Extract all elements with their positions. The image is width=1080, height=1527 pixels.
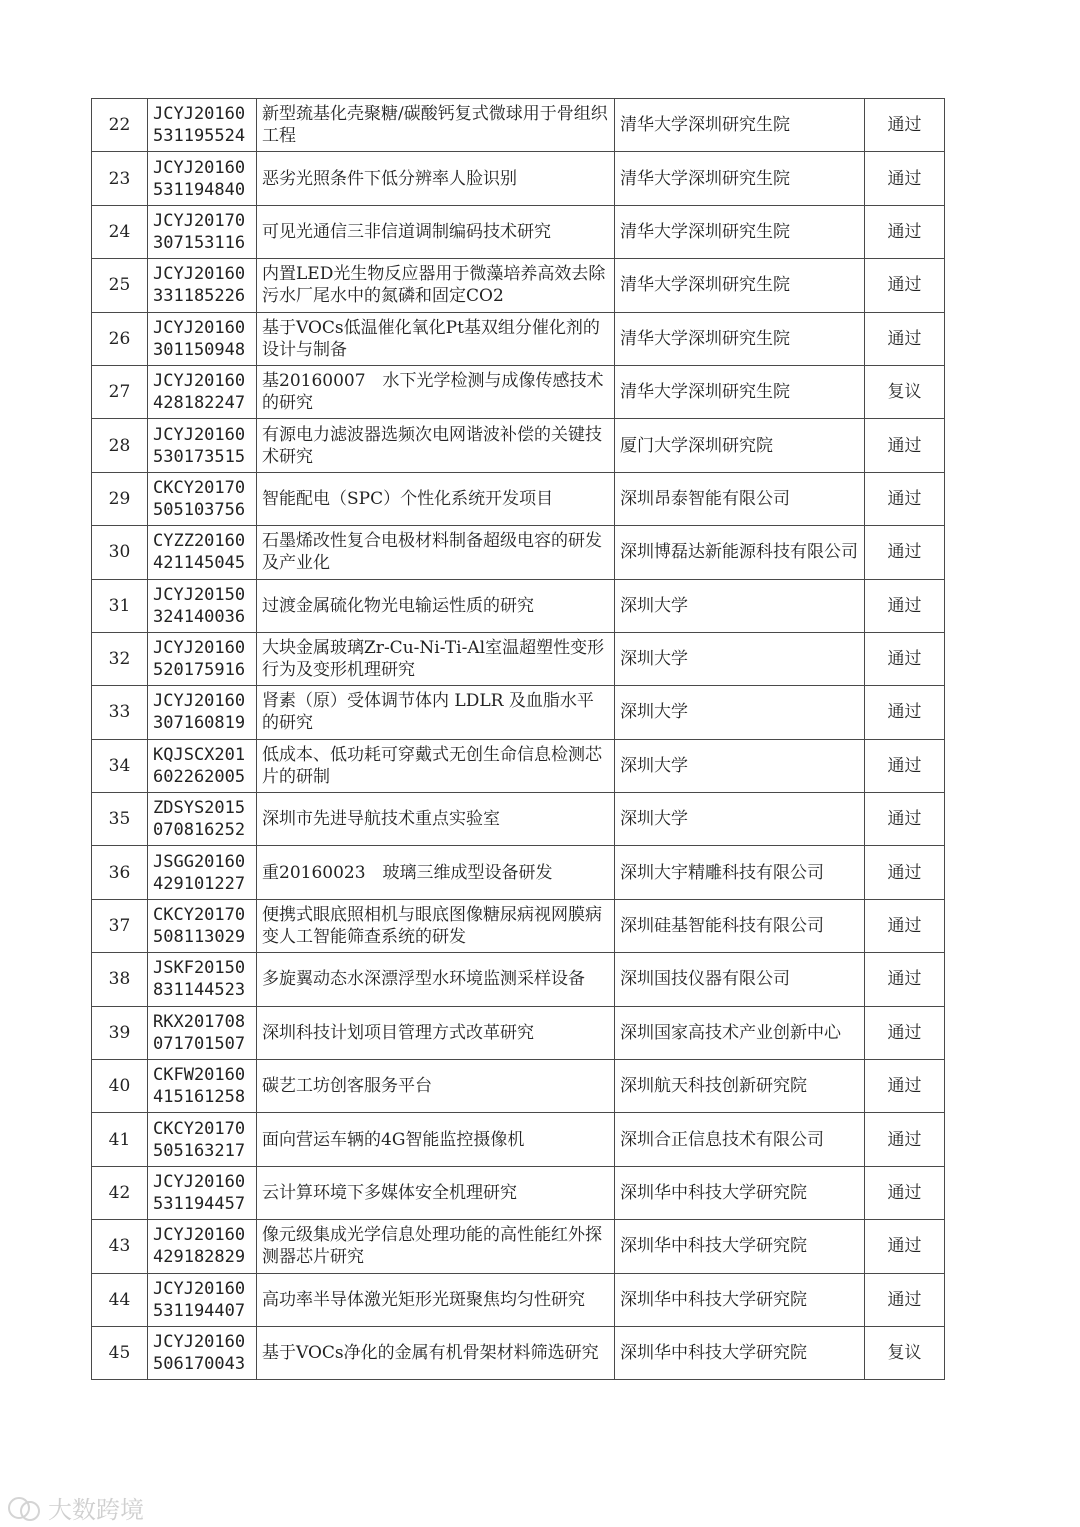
row-index-text: 22 [108,115,131,136]
row-index [92,579,148,632]
table-row [92,1113,945,1166]
organization [615,312,865,365]
row-index [92,365,148,418]
organization-text: 厦门大学深圳研究院 [620,435,773,456]
organization [615,1060,865,1113]
row-index [92,953,148,1006]
table-row [92,1273,945,1326]
organization [615,205,865,258]
row-index-text: 32 [108,649,131,670]
row-index [92,312,148,365]
table-row [92,953,945,1006]
review-result [865,739,945,792]
organization-text: 清华大学深圳研究生院 [620,115,790,136]
project-code-text: JCYJ20160520175916 [153,638,246,681]
organization-text: 清华大学深圳研究生院 [620,168,790,189]
project-code-text: CKCY20170508113029 [153,905,246,948]
project-code-text: JSKF20150831144523 [153,958,246,1001]
row-index-text: 41 [108,1129,131,1150]
review-result-text: 通过 [887,862,922,883]
project-code-text: JCYJ20160531195524 [153,104,246,147]
row-index-text: 23 [108,168,131,189]
project-code [148,1326,257,1379]
project-title [257,365,615,418]
organization-text: 深圳航天科技创新研究院 [620,1076,807,1097]
review-result-text: 通过 [887,542,922,563]
row-index-text: 26 [108,328,131,349]
project-title-text: 低成本、低功耗可穿戴式无创生命信息检测芯片的研制 [262,744,602,787]
review-result-text: 通过 [887,488,922,509]
review-result [865,526,945,579]
row-index [92,793,148,846]
row-index-text: 25 [108,275,131,296]
chain-link-icon [8,1495,42,1521]
review-result-text: 通过 [887,595,922,616]
organization [615,579,865,632]
review-result [865,632,945,685]
organization [615,419,865,472]
project-title-text: 基于VOCs低温催化氧化Pt基双组分催化剂的设计与制备 [262,317,600,360]
project-title [257,419,615,472]
project-title [257,846,615,899]
review-result [865,205,945,258]
row-index-text: 28 [108,435,131,456]
row-index [92,1006,148,1059]
review-result-text: 通过 [887,809,922,830]
project-code-text: JCYJ20150324140036 [153,584,246,627]
organization [615,632,865,685]
project-title-text: 便携式眼底照相机与眼底图像糖尿病视网膜病变人工智能筛查系统的研发 [262,905,602,948]
row-index-text: 44 [108,1289,131,1310]
row-index [92,419,148,472]
row-index-text: 38 [108,969,131,990]
organization-text: 清华大学深圳研究生院 [620,328,790,349]
review-result [865,793,945,846]
project-code [148,739,257,792]
row-index-text: 29 [108,488,131,509]
row-index-text: 43 [108,1236,131,1257]
project-code [148,1273,257,1326]
review-result [865,472,945,525]
row-index-text: 40 [108,1076,131,1097]
table-row [92,205,945,258]
project-title-text: 高功率半导体激光矩形光斑聚焦均匀性研究 [262,1289,585,1310]
organization [615,472,865,525]
organization-text: 深圳大学 [620,595,688,616]
organization [615,846,865,899]
project-title-text: 过渡金属硫化物光电输运性质的研究 [262,595,534,616]
project-code-text: CKCY20170505103756 [153,477,246,520]
review-result [865,1166,945,1219]
project-code [148,472,257,525]
project-title-text: 基20160007 水下光学检测与成像传感技术的研究 [262,371,604,414]
row-index-text: 42 [108,1183,131,1203]
row-index [92,99,148,152]
review-result-text: 通过 [887,1183,922,1203]
project-title [257,1273,615,1326]
project-code-text: ZDSYS2015070816252 [153,798,246,841]
project-code [148,205,257,258]
project-code-text: JCYJ20160301150948 [153,317,246,360]
project-code-text: KQJSCX201602262005 [153,744,246,787]
table-row [92,312,945,365]
organization-text: 深圳国家高技术产业创新中心 [620,1022,841,1043]
organization-text: 深圳合正信息技术有限公司 [620,1129,824,1150]
project-title-text: 面向营运车辆的4G智能监控摄像机 [262,1129,525,1150]
row-index [92,526,148,579]
project-code [148,793,257,846]
table-row [92,1326,945,1379]
row-index-text: 30 [108,542,131,563]
project-code-text: JCYJ20160531194457 [153,1172,246,1214]
organization-text: 深圳大学 [620,809,688,830]
project-title [257,312,615,365]
table-body [92,99,945,1380]
project-title [257,793,615,846]
table-row [92,152,945,205]
project-code [148,152,257,205]
review-result-text: 通过 [887,1129,922,1150]
project-code-text: JCYJ20160531194407 [153,1278,246,1321]
project-list-table [91,98,945,1380]
organization-text: 深圳大宇精雕科技有限公司 [620,862,824,883]
review-result [865,365,945,418]
table-row [92,793,945,846]
review-result-text: 通过 [887,916,922,937]
row-index [92,205,148,258]
organization [615,1006,865,1059]
table-row [92,686,945,739]
organization [615,526,865,579]
organization-text: 清华大学深圳研究生院 [620,275,790,296]
project-title [257,205,615,258]
review-result [865,899,945,952]
project-title [257,259,615,312]
organization-text: 深圳大学 [620,702,688,723]
review-result-text: 通过 [887,702,922,723]
project-code-text: JCYJ20170307153116 [153,210,246,253]
project-title [257,899,615,952]
project-code-text: JCYJ20160307160819 [153,691,246,734]
review-result [865,312,945,365]
row-index-text: 31 [108,595,131,616]
organization-text: 深圳大学 [620,649,688,670]
row-index [92,472,148,525]
project-title [257,739,615,792]
review-result [865,579,945,632]
table-row [92,579,945,632]
review-result [865,419,945,472]
row-index-text: 24 [108,221,131,242]
project-title-text: 石墨烯改性复合电极材料制备超级电容的研发及产业化 [262,531,602,574]
organization-text: 深圳昂泰智能有限公司 [620,488,790,509]
organization-text: 深圳大学 [620,755,688,776]
project-code [148,632,257,685]
organization-text: 清华大学深圳研究生院 [620,382,790,403]
project-title [257,686,615,739]
organization [615,1273,865,1326]
review-result [865,1326,945,1379]
project-title-text: 有源电力滤波器选频次电网谐波补偿的关键技术研究 [262,424,602,467]
project-code [148,259,257,312]
row-index-text: 37 [108,916,131,937]
organization-text: 深圳华中科技大学研究院 [620,1236,807,1257]
review-result-text: 通过 [887,649,922,670]
project-title-text: 恶劣光照条件下低分辨率人脸识别 [262,168,517,189]
organization-text: 深圳华中科技大学研究院 [620,1343,807,1364]
review-result-text: 通过 [887,755,922,776]
review-result [865,1113,945,1166]
project-code-text: RKX201708071701507 [153,1011,246,1054]
row-index [92,899,148,952]
review-result-text: 复议 [887,1343,922,1364]
project-title-text: 重20160023 玻璃三维成型设备研发 [262,862,553,883]
watermark-text: 大数跨境 [48,1496,144,1524]
review-result-text: 通过 [887,328,922,349]
table-row [92,632,945,685]
table-row [92,739,945,792]
review-result-text: 通过 [887,435,922,456]
project-code [148,846,257,899]
row-index-text: 34 [108,755,131,776]
project-title [257,99,615,152]
project-title-text: 云计算环境下多媒体安全机理研究 [262,1183,517,1203]
organization-text: 深圳国技仪器有限公司 [620,969,790,990]
organization [615,152,865,205]
review-result [865,1273,945,1326]
project-code-text: JCYJ20160530173515 [153,424,246,467]
organization-text: 清华大学深圳研究生院 [620,221,790,242]
project-title [257,1166,615,1219]
organization [615,739,865,792]
project-code [148,99,257,152]
table-row [92,1220,945,1273]
row-index-text: 35 [108,809,131,830]
organization-text: 深圳华中科技大学研究院 [620,1289,807,1310]
project-code-text: JCYJ20160428182247 [153,371,246,414]
table-row [92,259,945,312]
review-result [865,1220,945,1273]
row-index [92,686,148,739]
project-code [148,1220,257,1273]
project-title-text: 智能配电（SPC）个性化系统开发项目 [262,488,554,509]
organization [615,899,865,952]
table-row [92,1006,945,1059]
review-result-text: 通过 [887,168,922,189]
organization [615,793,865,846]
project-title-text: 深圳科技计划项目管理方式改革研究 [262,1022,534,1043]
project-title-text: 多旋翼动态水深漂浮型水环境监测采样设备 [262,969,585,990]
review-result-text: 复议 [887,382,922,403]
table-row [92,99,945,152]
project-code-text: JCYJ20160531194840 [153,157,246,200]
project-code [148,312,257,365]
table-row [92,846,945,899]
review-result-text: 通过 [887,1236,922,1257]
row-index [92,259,148,312]
organization-text: 深圳硅基智能科技有限公司 [620,916,824,937]
organization-text: 深圳华中科技大学研究院 [620,1183,807,1203]
organization [615,1113,865,1166]
project-title [257,632,615,685]
row-index-text: 45 [108,1343,131,1364]
review-result-text: 通过 [887,1289,922,1310]
organization [615,259,865,312]
project-code [148,686,257,739]
project-title [257,579,615,632]
project-title-text: 深圳市先进导航技术重点实验室 [262,809,500,830]
organization [615,365,865,418]
project-title-text: 大块金属玻璃Zr-Cu-Ni-Ti-Al室温超塑性变形行为及变形机理研究 [262,638,605,681]
row-index [92,1273,148,1326]
review-result-text: 通过 [887,1022,922,1043]
project-title [257,1060,615,1113]
project-title [257,1113,615,1166]
row-index [92,1113,148,1166]
project-title [257,1006,615,1059]
row-index [92,846,148,899]
table-row [92,526,945,579]
review-result-text: 通过 [887,221,922,242]
organization [615,953,865,1006]
project-code-text: CKCY20170505163217 [153,1118,246,1161]
watermark [8,1490,144,1525]
review-result [865,953,945,1006]
table-row [92,1060,945,1113]
project-title [257,472,615,525]
review-result [865,99,945,152]
review-result [865,686,945,739]
organization [615,99,865,152]
project-code [148,899,257,952]
row-index-text: 27 [108,382,131,403]
review-result [865,1060,945,1113]
project-code [148,365,257,418]
organization [615,1220,865,1273]
project-code [148,1006,257,1059]
organization [615,686,865,739]
row-index [92,1060,148,1113]
review-result-text: 通过 [887,115,922,136]
project-title-text: 肾素（原）受体调节体内 LDLR 及血脂水平的研究 [262,691,594,734]
project-title-text: 像元级集成光学信息处理功能的高性能红外探测器芯片研究 [262,1225,602,1268]
table-row [92,472,945,525]
project-title [257,526,615,579]
organization [615,1326,865,1379]
project-title-text: 碳艺工坊创客服务平台 [262,1076,432,1097]
table-row [92,899,945,952]
row-index-text: 39 [108,1022,131,1043]
organization-text: 深圳博磊达新能源科技有限公司 [620,542,858,563]
project-code [148,419,257,472]
table-row [92,1166,945,1219]
row-index-text: 36 [108,862,131,883]
project-code-text: JCYJ20160429182829 [153,1225,246,1268]
project-title-text: 内置LED光生物反应器用于微藻培养高效去除污水厂尾水中的氮磷和固定CO2 [262,264,606,307]
row-index [92,1220,148,1273]
row-index [92,1166,148,1219]
row-index [92,739,148,792]
project-code-text: CKFW20160415161258 [153,1065,246,1108]
review-result [865,1006,945,1059]
row-index [92,1326,148,1379]
project-title [257,1220,615,1273]
review-result [865,152,945,205]
project-title [257,953,615,1006]
row-index-text: 33 [108,702,131,723]
row-index [92,632,148,685]
project-code [148,526,257,579]
project-title [257,1326,615,1379]
table-row [92,365,945,418]
table-row [92,419,945,472]
project-code [148,579,257,632]
review-result [865,259,945,312]
project-code-text: JCYJ20160331185226 [153,264,246,307]
project-code [148,953,257,1006]
project-code-text: JCYJ20160506170043 [153,1332,246,1375]
review-result [865,846,945,899]
project-code [148,1113,257,1166]
organization [615,1166,865,1219]
project-code [148,1060,257,1113]
project-code-text: CYZZ20160421145045 [153,531,246,574]
project-title-text: 基于VOCs净化的金属有机骨架材料筛选研究 [262,1343,599,1364]
review-result-text: 通过 [887,1076,922,1097]
project-code-text: JSGG20160429101227 [153,851,246,894]
project-title [257,152,615,205]
review-result-text: 通过 [887,969,922,990]
project-code [148,1166,257,1219]
project-title-text: 可见光通信三非信道调制编码技术研究 [262,221,551,242]
row-index [92,152,148,205]
review-result-text: 通过 [887,275,922,296]
project-title-text: 新型巯基化壳聚糖/碳酸钙复式微球用于骨组织工程 [262,104,608,147]
